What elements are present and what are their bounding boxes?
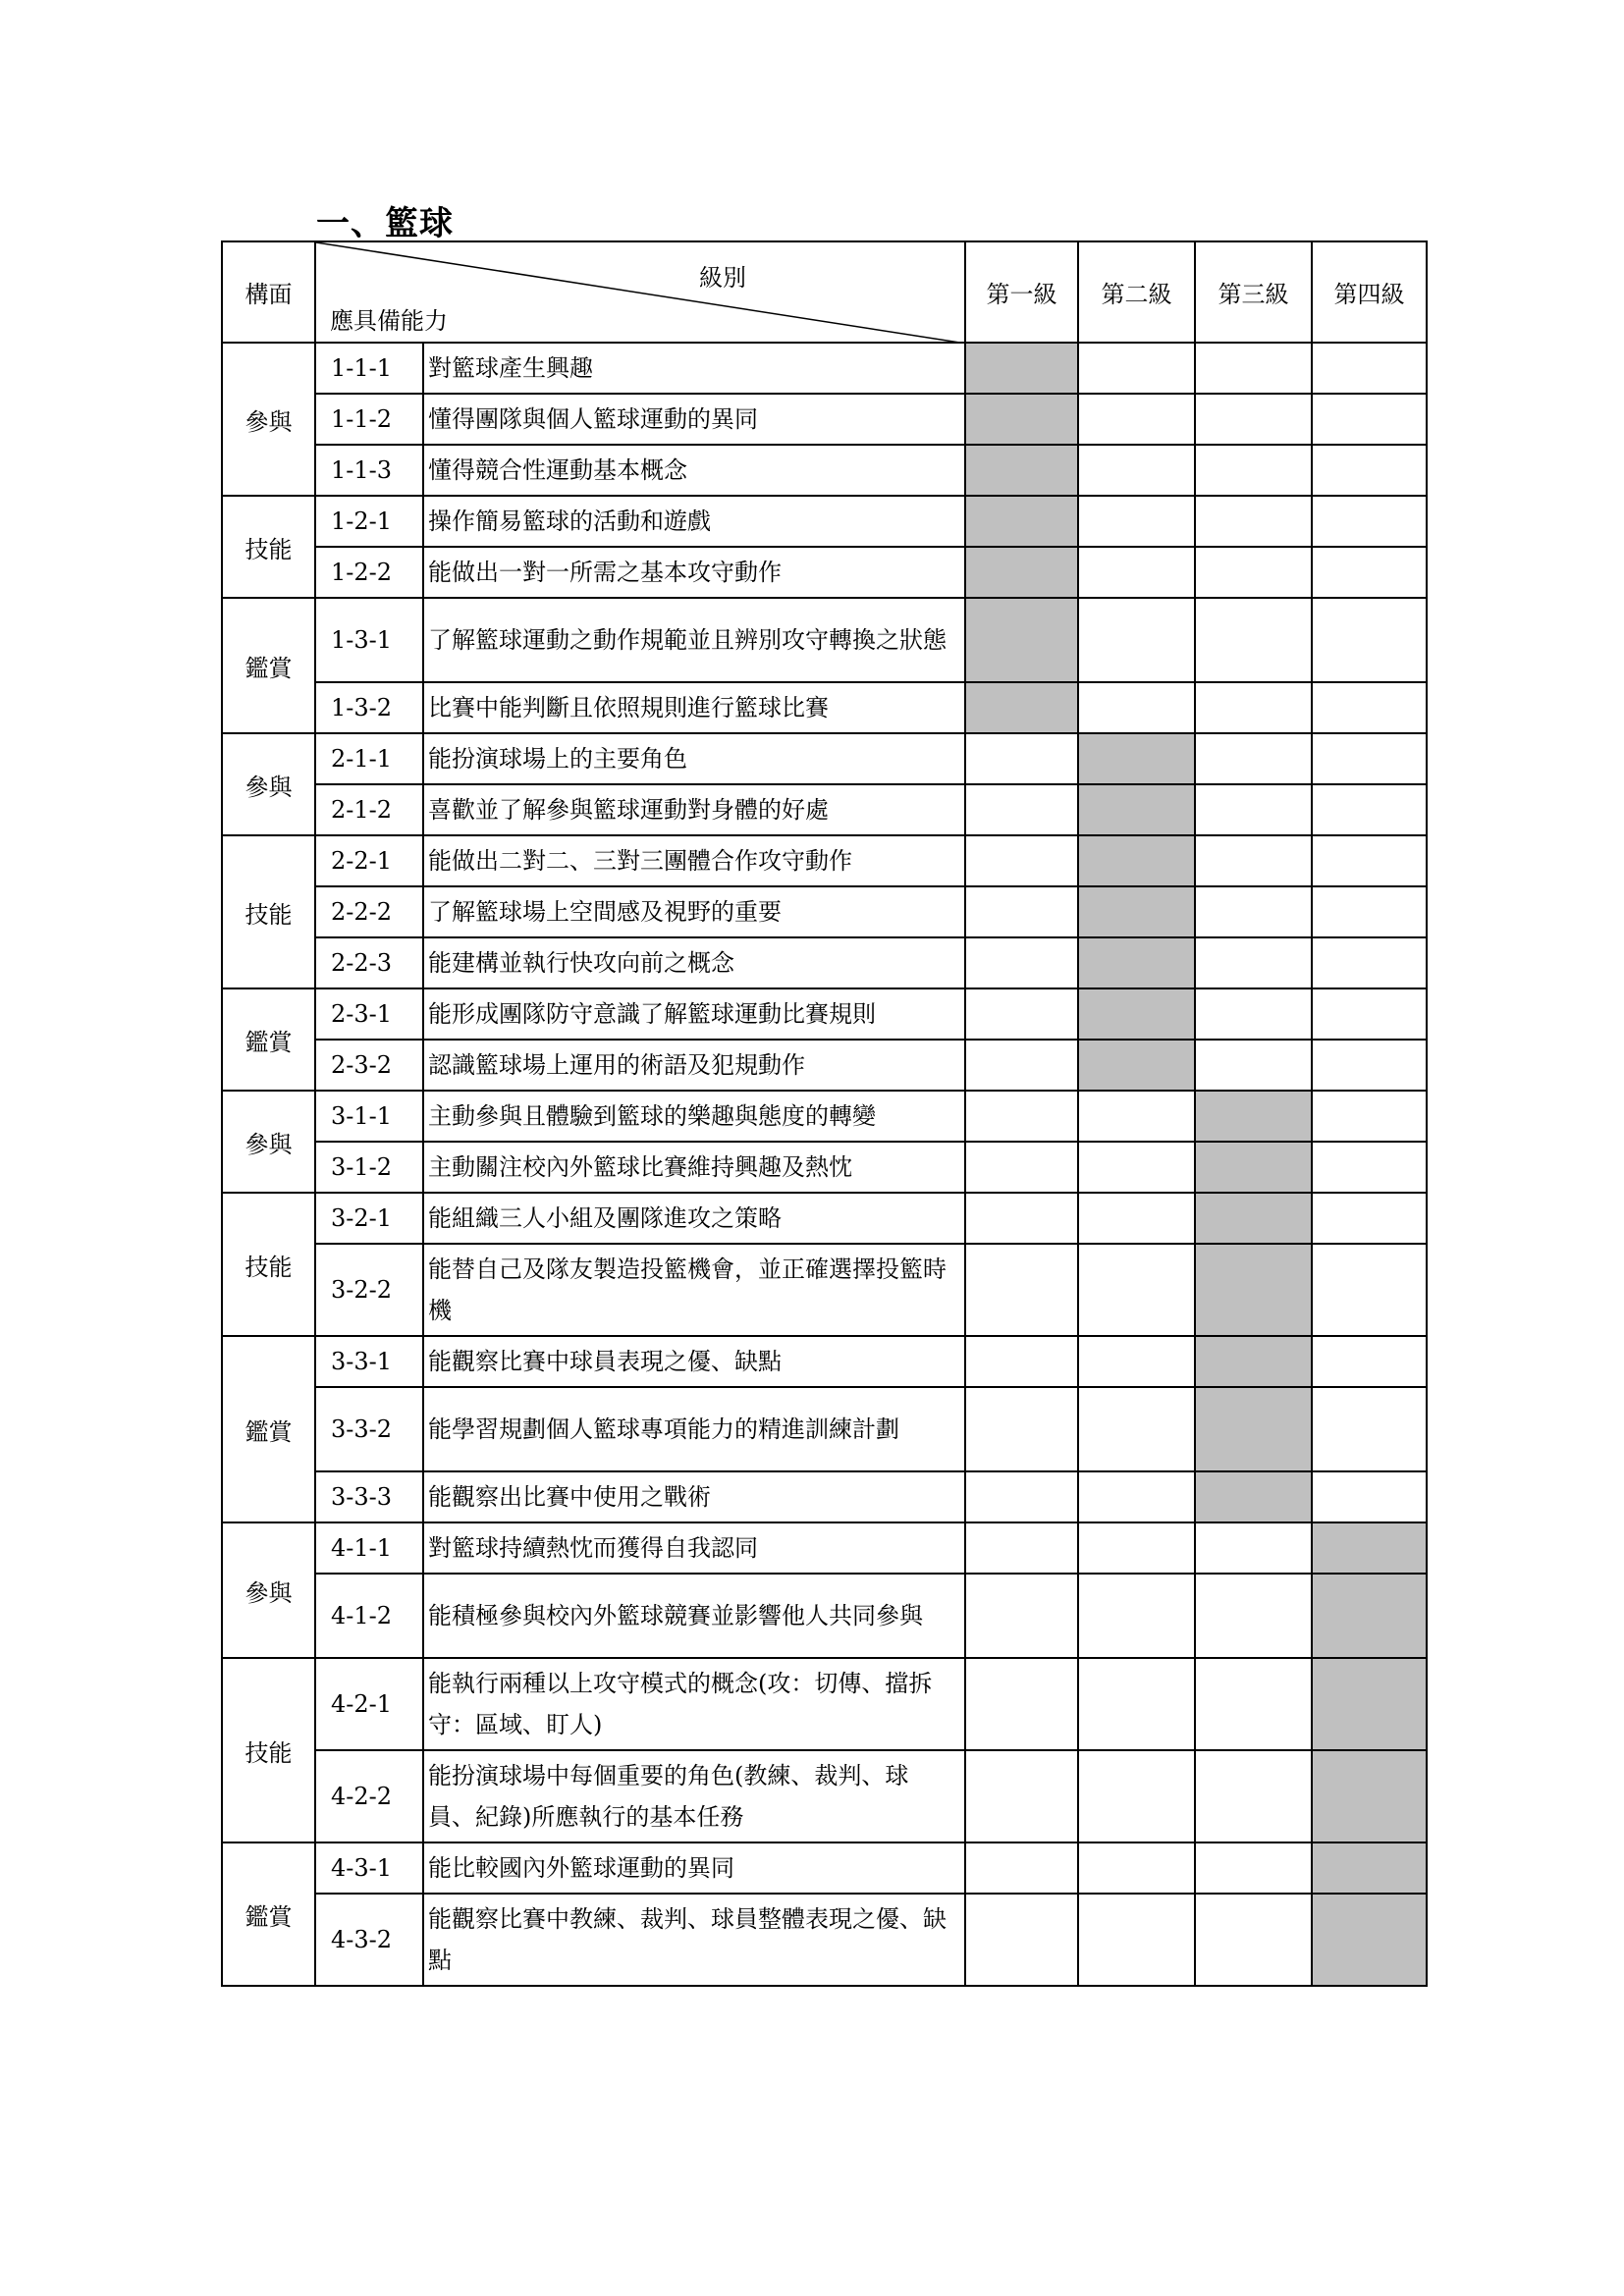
level-3-cell [1195, 1894, 1312, 1986]
indicator-description: 能觀察出比賽中使用之戰術 [423, 1471, 965, 1522]
indicator-description: 能建構並執行快攻向前之概念 [423, 937, 965, 988]
level-4-cell [1312, 343, 1427, 394]
dimension-cell: 鑑賞 [222, 1336, 315, 1522]
indicator-code: 1-3-2 [315, 682, 423, 733]
table-row [222, 1142, 1427, 1193]
level-2-cell [1078, 1522, 1195, 1574]
level-4-cell [1312, 682, 1427, 733]
level-3-cell [1195, 598, 1312, 682]
level-3-cell [1195, 784, 1312, 835]
level-1-cell [965, 1336, 1078, 1387]
level-3-cell [1195, 1193, 1312, 1244]
table-row [222, 784, 1427, 835]
level-4-cell [1312, 1193, 1427, 1244]
indicator-description: 能做出一對一所需之基本攻守動作 [423, 547, 965, 598]
indicator-description: 了解籃球運動之動作規範並且辨別攻守轉換之狀態 [423, 598, 965, 682]
indicator-description: 能比較國內外籃球運動的異同 [423, 1842, 965, 1894]
level-3-cell [1195, 496, 1312, 547]
indicator-code: 1-2-2 [315, 547, 423, 598]
indicator-code: 3-3-3 [315, 1471, 423, 1522]
table-row [222, 835, 1427, 886]
level-4-cell [1312, 1842, 1427, 1894]
level-1-cell [965, 1387, 1078, 1471]
table-row [222, 445, 1427, 496]
indicator-description: 懂得團隊與個人籃球運動的異同 [423, 394, 965, 445]
level-1-cell [965, 988, 1078, 1040]
level-1-cell [965, 886, 1078, 937]
dimension-cell: 鑑賞 [222, 1842, 315, 1986]
indicator-description: 能執行兩種以上攻守模式的概念(攻：切傳、擋拆守：區域、盯人) [423, 1658, 965, 1750]
indicator-code: 2-1-2 [315, 784, 423, 835]
level-2-cell [1078, 1244, 1195, 1336]
indicator-code: 3-3-1 [315, 1336, 423, 1387]
indicator-description: 能扮演球場中每個重要的角色(教練、裁判、球員、紀錄)所應執行的基本任務 [423, 1750, 965, 1842]
indicator-description: 能替自己及隊友製造投籃機會，並正確選擇投籃時機 [423, 1244, 965, 1336]
level-1-cell [965, 1522, 1078, 1574]
level-3-cell [1195, 733, 1312, 784]
level-3-cell [1195, 1387, 1312, 1471]
level-3-cell [1195, 682, 1312, 733]
level-2-cell [1078, 1336, 1195, 1387]
level-4-cell [1312, 1522, 1427, 1574]
dimension-header: 構面 [222, 241, 315, 343]
indicator-code: 4-2-2 [315, 1750, 423, 1842]
level-4-cell [1312, 394, 1427, 445]
level-2-cell [1078, 1387, 1195, 1471]
level-1-cell [965, 784, 1078, 835]
table-row [222, 988, 1427, 1040]
indicator-description: 能觀察比賽中球員表現之優、缺點 [423, 1336, 965, 1387]
level-1-cell [965, 1040, 1078, 1091]
indicator-code: 2-1-1 [315, 733, 423, 784]
indicator-description: 喜歡並了解參與籃球運動對身體的好處 [423, 784, 965, 835]
level-4-cell [1312, 1091, 1427, 1142]
basketball-competency-table [221, 240, 1428, 1987]
table-row [222, 937, 1427, 988]
indicator-description: 能做出二對二、三對三團體合作攻守動作 [423, 835, 965, 886]
level-2-cell [1078, 1842, 1195, 1894]
table-row [222, 547, 1427, 598]
level-1-header: 第一級 [965, 241, 1078, 343]
level-1-cell [965, 445, 1078, 496]
level-2-cell [1078, 937, 1195, 988]
level-1-cell [965, 547, 1078, 598]
level-1-cell [965, 343, 1078, 394]
indicator-code: 2-3-1 [315, 988, 423, 1040]
dimension-cell: 參與 [222, 1091, 315, 1193]
level-4-cell [1312, 1244, 1427, 1336]
diagonal-header-cell [315, 241, 965, 343]
level-1-cell [965, 835, 1078, 886]
level-4-cell [1312, 1750, 1427, 1842]
indicator-code: 4-1-2 [315, 1574, 423, 1658]
level-2-cell [1078, 496, 1195, 547]
dimension-cell: 鑑賞 [222, 598, 315, 733]
level-1-cell [965, 1894, 1078, 1986]
indicator-description: 能學習規劃個人籃球專項能力的精進訓練計劃 [423, 1387, 965, 1471]
level-3-cell [1195, 886, 1312, 937]
table-row [222, 1842, 1427, 1894]
dimension-cell: 技能 [222, 1193, 315, 1336]
indicator-description: 對籃球持續熱忱而獲得自我認同 [423, 1522, 965, 1574]
level-2-cell [1078, 445, 1195, 496]
level-1-cell [965, 1091, 1078, 1142]
table-row [222, 496, 1427, 547]
level-2-cell [1078, 1894, 1195, 1986]
level-4-cell [1312, 1040, 1427, 1091]
indicator-description: 操作簡易籃球的活動和遊戲 [423, 496, 965, 547]
level-3-cell [1195, 988, 1312, 1040]
level-1-cell [965, 1574, 1078, 1658]
table-row [222, 1471, 1427, 1522]
level-2-cell [1078, 682, 1195, 733]
level-1-cell [965, 1750, 1078, 1842]
level-2-cell [1078, 1750, 1195, 1842]
level-3-cell [1195, 394, 1312, 445]
level-1-cell [965, 1658, 1078, 1750]
table-row [222, 1193, 1427, 1244]
dimension-cell: 技能 [222, 835, 315, 988]
level-2-cell [1078, 343, 1195, 394]
level-4-cell [1312, 1574, 1427, 1658]
level-4-cell [1312, 1471, 1427, 1522]
level-3-cell [1195, 1142, 1312, 1193]
level-2-cell [1078, 835, 1195, 886]
level-3-cell [1195, 937, 1312, 988]
level-4-cell [1312, 937, 1427, 988]
level-3-header: 第三級 [1195, 241, 1312, 343]
level-4-cell [1312, 1894, 1427, 1986]
level-2-cell [1078, 1193, 1195, 1244]
level-1-cell [965, 733, 1078, 784]
indicator-description: 主動關注校內外籃球比賽維持興趣及熱忱 [423, 1142, 965, 1193]
level-2-cell [1078, 784, 1195, 835]
table-row [222, 1522, 1427, 1574]
level-2-cell [1078, 547, 1195, 598]
indicator-description: 能組織三人小組及團隊進攻之策略 [423, 1193, 965, 1244]
table-row [222, 394, 1427, 445]
level-4-cell [1312, 1336, 1427, 1387]
indicator-code: 4-2-1 [315, 1658, 423, 1750]
level-2-cell [1078, 1142, 1195, 1193]
indicator-code: 1-1-1 [315, 343, 423, 394]
level-2-cell [1078, 1091, 1195, 1142]
level-1-cell [965, 682, 1078, 733]
indicator-code: 3-1-2 [315, 1142, 423, 1193]
level-2-cell [1078, 394, 1195, 445]
level-3-cell [1195, 1336, 1312, 1387]
indicator-code: 3-2-2 [315, 1244, 423, 1336]
table-row [222, 598, 1427, 682]
level-1-cell [965, 1244, 1078, 1336]
level-2-cell [1078, 1574, 1195, 1658]
page-title: 一、籃球 [316, 204, 454, 243]
ability-axis-label: 應具備能力 [330, 307, 448, 335]
table-row [222, 682, 1427, 733]
indicator-description: 能扮演球場上的主要角色 [423, 733, 965, 784]
indicator-code: 1-3-1 [315, 598, 423, 682]
table-row [222, 733, 1427, 784]
level-1-cell [965, 394, 1078, 445]
table-row [222, 1894, 1427, 1986]
level-4-cell [1312, 496, 1427, 547]
level-3-cell [1195, 1244, 1312, 1336]
level-4-cell [1312, 1142, 1427, 1193]
indicator-code: 3-3-2 [315, 1387, 423, 1471]
dimension-cell: 參與 [222, 343, 315, 496]
indicator-description: 能形成團隊防守意識了解籃球運動比賽規則 [423, 988, 965, 1040]
level-4-cell [1312, 445, 1427, 496]
table-row [222, 1244, 1427, 1336]
level-3-cell [1195, 1842, 1312, 1894]
indicator-description: 能觀察比賽中教練、裁判、球員整體表現之優、缺點 [423, 1894, 965, 1986]
table-row [222, 1091, 1427, 1142]
indicator-code: 4-1-1 [315, 1522, 423, 1574]
dimension-cell: 參與 [222, 1522, 315, 1658]
table-row [222, 886, 1427, 937]
level-1-cell [965, 1471, 1078, 1522]
indicator-code: 1-2-1 [315, 496, 423, 547]
table-row [222, 1574, 1427, 1658]
dimension-cell: 技能 [222, 1658, 315, 1842]
level-4-cell [1312, 598, 1427, 682]
indicator-description: 對籃球產生興趣 [423, 343, 965, 394]
level-3-cell [1195, 1658, 1312, 1750]
header-row [222, 241, 1427, 343]
level-4-cell [1312, 988, 1427, 1040]
indicator-code: 2-2-2 [315, 886, 423, 937]
level-4-cell [1312, 784, 1427, 835]
level-1-cell [965, 1842, 1078, 1894]
level-3-cell [1195, 1040, 1312, 1091]
table-row [222, 1750, 1427, 1842]
table-row [222, 1336, 1427, 1387]
dimension-cell: 鑑賞 [222, 988, 315, 1091]
level-3-cell [1195, 1522, 1312, 1574]
level-3-cell [1195, 547, 1312, 598]
level-1-cell [965, 937, 1078, 988]
indicator-code: 3-1-1 [315, 1091, 423, 1142]
indicator-description: 能積極參與校內外籃球競賽並影響他人共同參與 [423, 1574, 965, 1658]
level-4-cell [1312, 547, 1427, 598]
indicator-code: 2-2-3 [315, 937, 423, 988]
indicator-description: 主動參與且體驗到籃球的樂趣與態度的轉變 [423, 1091, 965, 1142]
level-3-cell [1195, 835, 1312, 886]
level-4-cell [1312, 733, 1427, 784]
level-4-header: 第四級 [1312, 241, 1427, 343]
table-row [222, 1040, 1427, 1091]
level-1-cell [965, 496, 1078, 547]
indicator-description: 了解籃球場上空間感及視野的重要 [423, 886, 965, 937]
table-row [222, 343, 1427, 394]
indicator-code: 3-2-1 [315, 1193, 423, 1244]
indicator-code: 2-3-2 [315, 1040, 423, 1091]
level-4-cell [1312, 1658, 1427, 1750]
level-2-cell [1078, 733, 1195, 784]
level-2-cell [1078, 886, 1195, 937]
level-3-cell [1195, 1574, 1312, 1658]
level-4-cell [1312, 1387, 1427, 1471]
competency-table [221, 240, 1426, 1974]
table-body [222, 343, 1427, 1986]
table-row [222, 1658, 1427, 1750]
indicator-code: 4-3-1 [315, 1842, 423, 1894]
level-3-cell [1195, 1471, 1312, 1522]
level-4-cell [1312, 835, 1427, 886]
level-2-cell [1078, 1471, 1195, 1522]
level-3-cell [1195, 343, 1312, 394]
indicator-description: 比賽中能判斷且依照規則進行籃球比賽 [423, 682, 965, 733]
level-axis-label: 級別 [699, 264, 746, 292]
level-2-cell [1078, 598, 1195, 682]
level-3-cell [1195, 1091, 1312, 1142]
level-1-cell [965, 1142, 1078, 1193]
level-2-cell [1078, 1040, 1195, 1091]
indicator-description: 認識籃球場上運用的術語及犯規動作 [423, 1040, 965, 1091]
level-1-cell [965, 1193, 1078, 1244]
table-row [222, 1387, 1427, 1471]
level-3-cell [1195, 445, 1312, 496]
indicator-code: 4-3-2 [315, 1894, 423, 1986]
level-2-header: 第二級 [1078, 241, 1195, 343]
level-3-cell [1195, 1750, 1312, 1842]
indicator-code: 2-2-1 [315, 835, 423, 886]
indicator-description: 懂得競合性運動基本概念 [423, 445, 965, 496]
dimension-cell: 技能 [222, 496, 315, 598]
indicator-code: 1-1-2 [315, 394, 423, 445]
level-2-cell [1078, 1658, 1195, 1750]
level-2-cell [1078, 988, 1195, 1040]
indicator-code: 1-1-3 [315, 445, 423, 496]
dimension-cell: 參與 [222, 733, 315, 835]
level-1-cell [965, 598, 1078, 682]
level-4-cell [1312, 886, 1427, 937]
